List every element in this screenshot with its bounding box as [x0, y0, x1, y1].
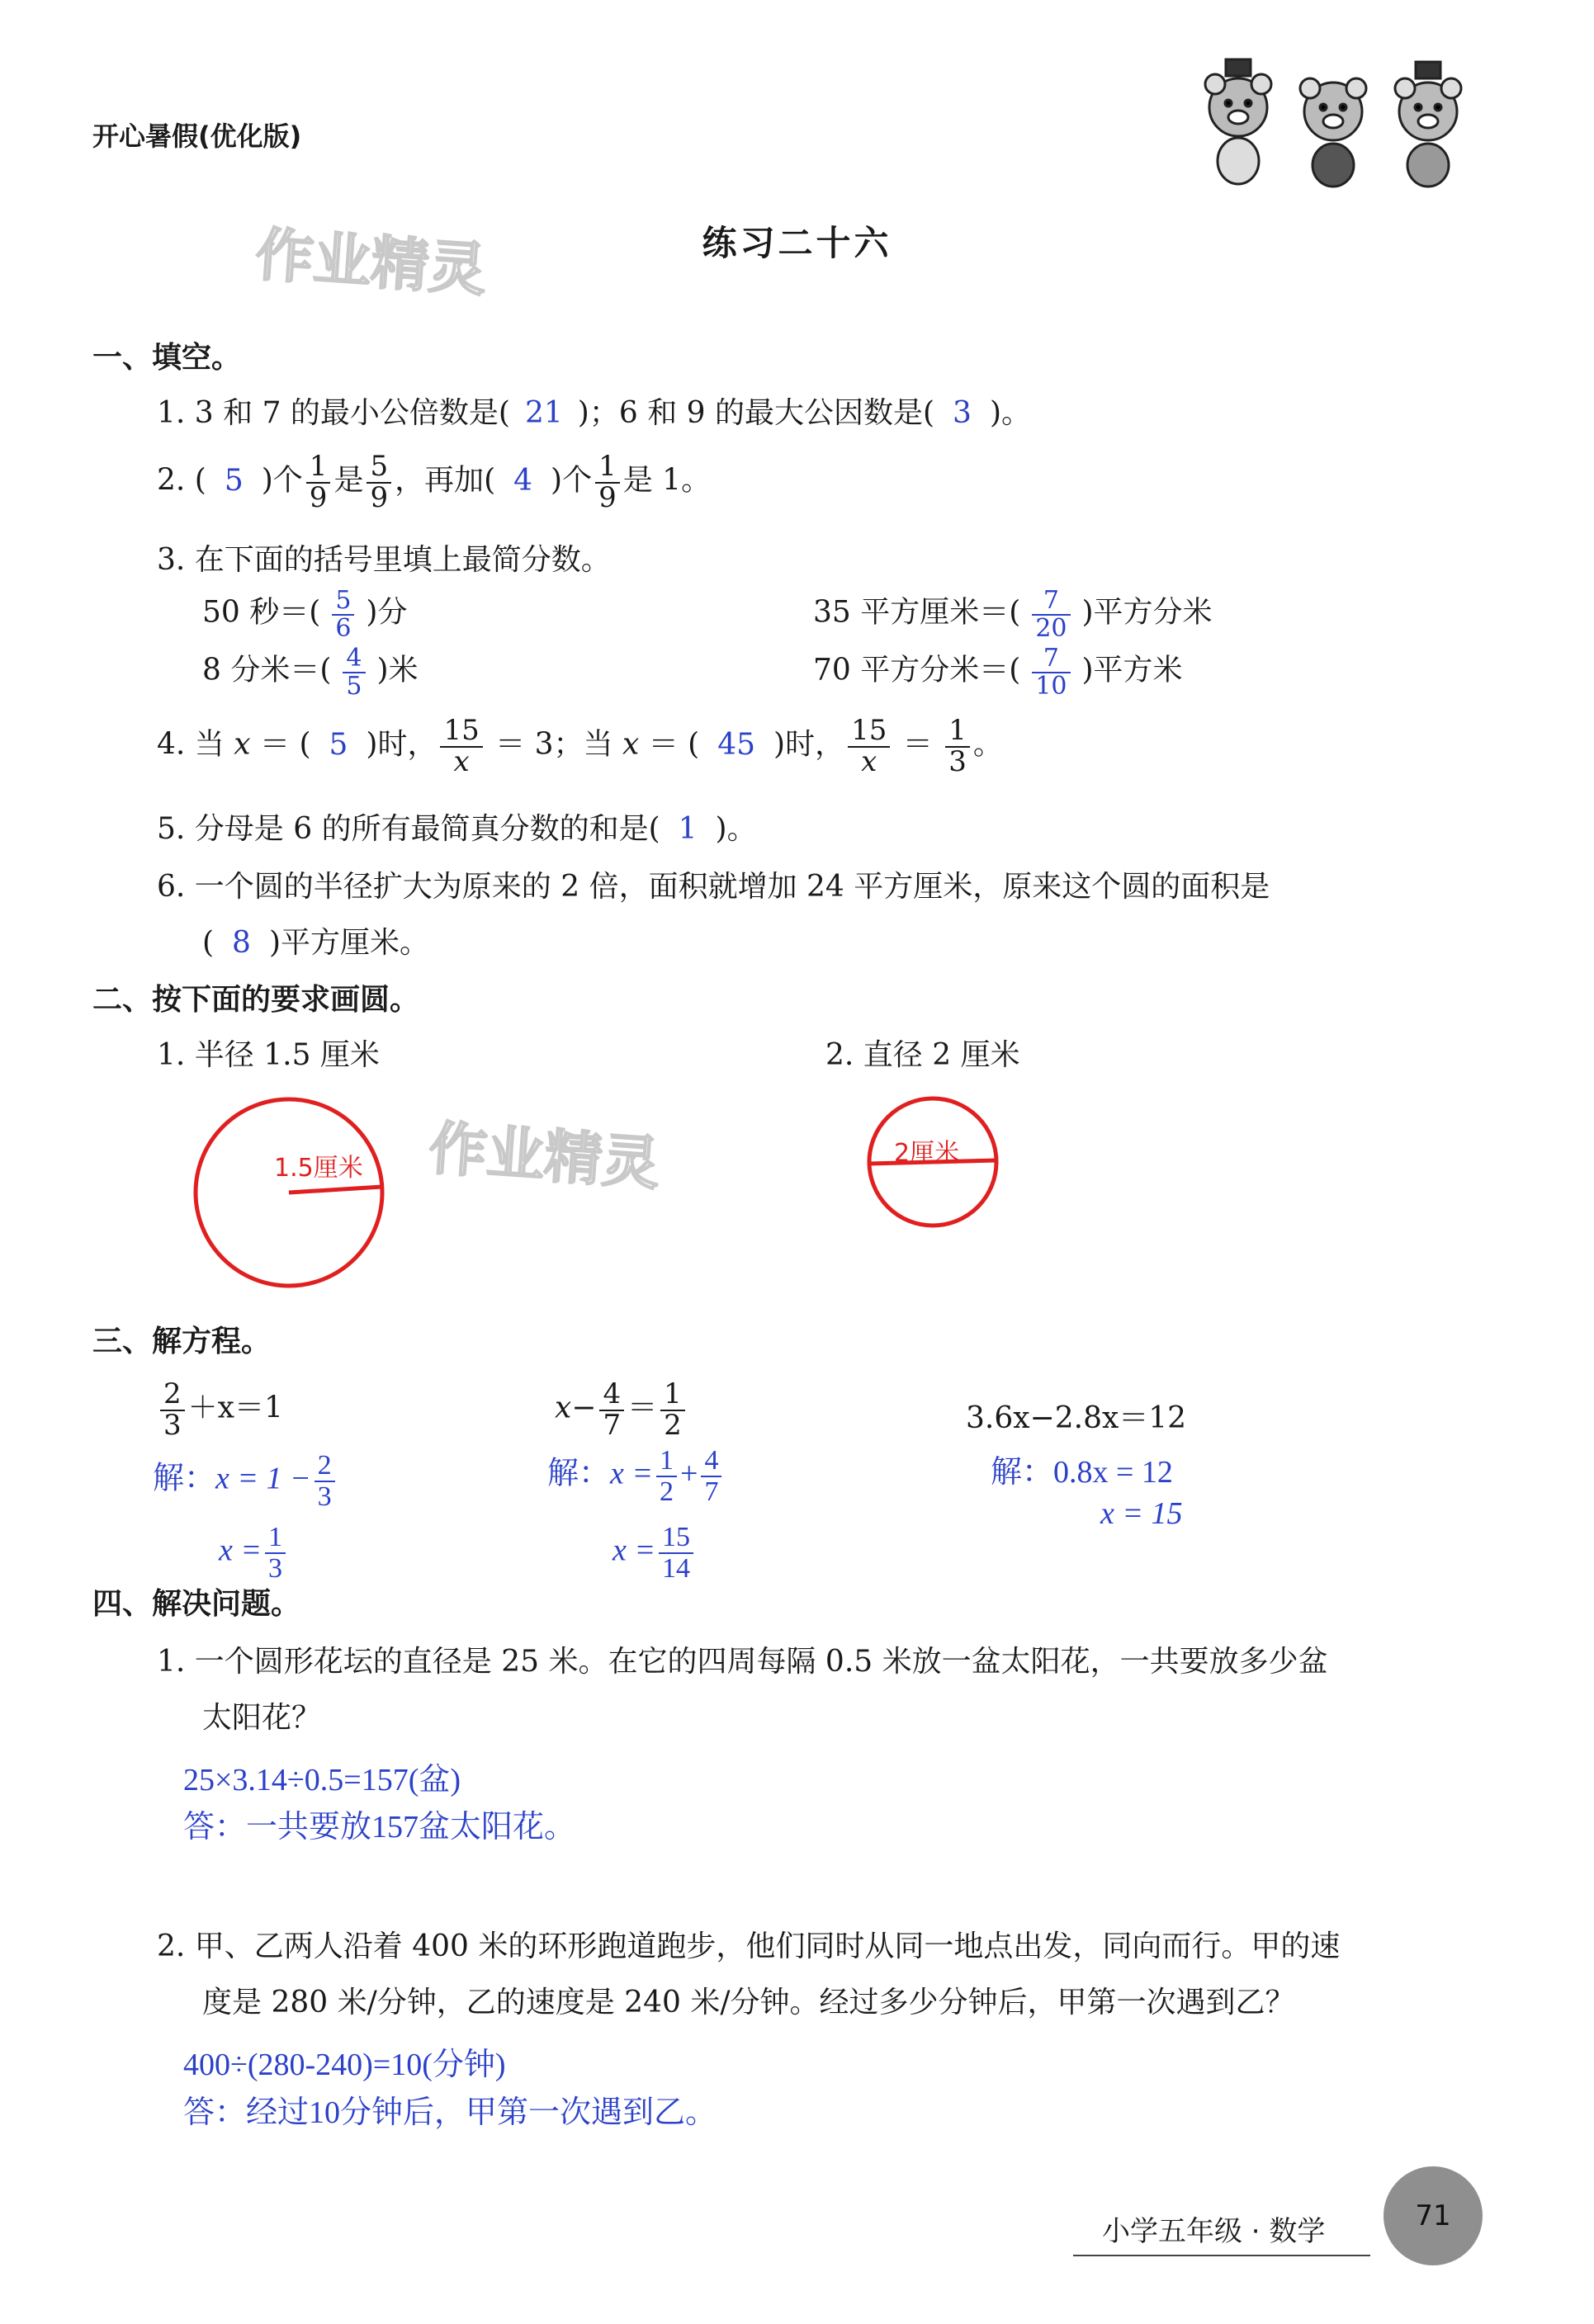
question-1: 1. 3 和 7 的最小公倍数是( 21 )；6 和 9 的最大公因数是( 3 )。 — [157, 396, 1031, 430]
problem-2-line-1: 2. 甲、乙两人沿着 400 米的环形跑道跑步，他们同时从同一地点出发，同向而行。甲的速 — [157, 1930, 1341, 1963]
section-problems: 四、解决问题。 — [92, 1587, 301, 1621]
watermark: 作业精灵 — [427, 1114, 663, 1198]
equation-2-step-2: x = $\frac{15}{14}$ — [613, 1523, 697, 1583]
equation-3: 3.6x−2.8x＝12 — [966, 1401, 1187, 1435]
equation-1-step-2: x = $\frac{1}{3}$ — [219, 1523, 289, 1583]
equation-1-step-1: 解：x = 1 − $\frac{2}{3}$ — [153, 1451, 338, 1511]
question-5: 5. 分母是 6 的所有最简真分数的和是( 1 )。 — [157, 812, 757, 846]
question-4: 4. 当 x ＝ ( 5 )时， $\frac{15}{x}$ ＝ 3；当 x ＝ ( 45 )时， $\frac{15}{x}$ ＝ $\frac{1}{3}$ 。 — [157, 714, 1003, 778]
question-6-line-2: ( 8 )平方厘米。 — [202, 926, 429, 960]
bears-illustration — [1189, 50, 1478, 190]
draw-task-2: 2. 直径 2 厘米 — [825, 1038, 1020, 1072]
problem-1-answer: 答：一共要放157盆太阳花。 — [183, 1810, 576, 1845]
equation-2: x− $\frac{4}{7}$ ＝ $\frac{1}{2}$ — [555, 1380, 688, 1440]
watermark: 作业精灵 — [253, 220, 490, 305]
question-3-row-3: 8 分米＝( $\frac{4}{5}$ )米 — [202, 644, 419, 701]
problem-2-answer: 答：经过10分钟后，甲第一次遇到乙。 — [183, 2095, 717, 2130]
draw-task-1: 1. 半径 1.5 厘米 — [157, 1038, 380, 1072]
page-number: 71 — [1384, 2166, 1483, 2265]
footer-divider — [1073, 2255, 1370, 2256]
problem-1-line-2: 太阳花？ — [202, 1701, 322, 1735]
section-fill-blank: 一、填空。 — [92, 341, 242, 375]
radius-label: 1.5厘米 — [274, 1154, 363, 1183]
question-2: 2. ( 5 )个 $\frac{1}{9}$ 是 $\frac{5}{9}$ ，再加( 4 )个 $\frac{1}{9}$ 是 1。 — [157, 450, 712, 514]
equation-3-step-1: 解：0.8x = 12 — [991, 1455, 1173, 1490]
question-3-intro: 3. 在下面的括号里填上最简分数。 — [157, 543, 611, 577]
equation-2-step-1: 解：x = $\frac{1}{2}$ + $\frac{4}{7}$ — [547, 1446, 725, 1506]
book-title: 开心暑假(优化版) — [92, 120, 302, 152]
question-3-row-1: 50 秒＝( $\frac{5}{6}$ )分 — [202, 586, 408, 643]
bear-icon — [1395, 62, 1461, 187]
equation-1: $\frac{2}{3}$ ＋x＝1 — [157, 1380, 283, 1440]
question-6-line-1: 6. 一个圆的半径扩大为原来的 2 倍，面积就增加 24 平方厘米，原来这个圆的面积是 — [157, 870, 1270, 904]
problem-2-calculation: 400÷(280-240)=10(分钟) — [183, 2048, 506, 2082]
problem-1-line-1: 1. 一个圆形花坛的直径是 25 米。在它的四周每隔 0.5 米放一盆太阳花，一共要放多少盆 — [157, 1645, 1328, 1679]
diameter-label: 2厘米 — [894, 1139, 960, 1168]
problem-2-line-2: 度是 280 米/分钟，乙的速度是 240 米/分钟。经过多少分钟后，甲第一次遇到乙？ — [202, 1986, 1295, 2019]
page-title: 练习二十六 — [702, 223, 892, 263]
bear-icon — [1300, 78, 1366, 187]
question-3-row-2: 35 平方厘米＝( $\frac{7}{20}$ )平方分米 — [813, 586, 1213, 643]
bear-icon — [1205, 59, 1271, 184]
section-draw-circle: 二、按下面的要求画圆。 — [92, 983, 420, 1017]
circle-radius-drawing — [182, 1085, 396, 1300]
question-3-row-4: 70 平方分米＝( $\frac{7}{10}$ )平方米 — [813, 644, 1183, 701]
equation-3-step-2: x = 15 — [1100, 1496, 1183, 1531]
problem-1-calculation: 25×3.14÷0.5=157(盆) — [183, 1763, 461, 1797]
section-equations: 三、解方程。 — [92, 1325, 272, 1358]
grade-subject: 小学五年级 · 数学 — [1102, 2215, 1326, 2248]
